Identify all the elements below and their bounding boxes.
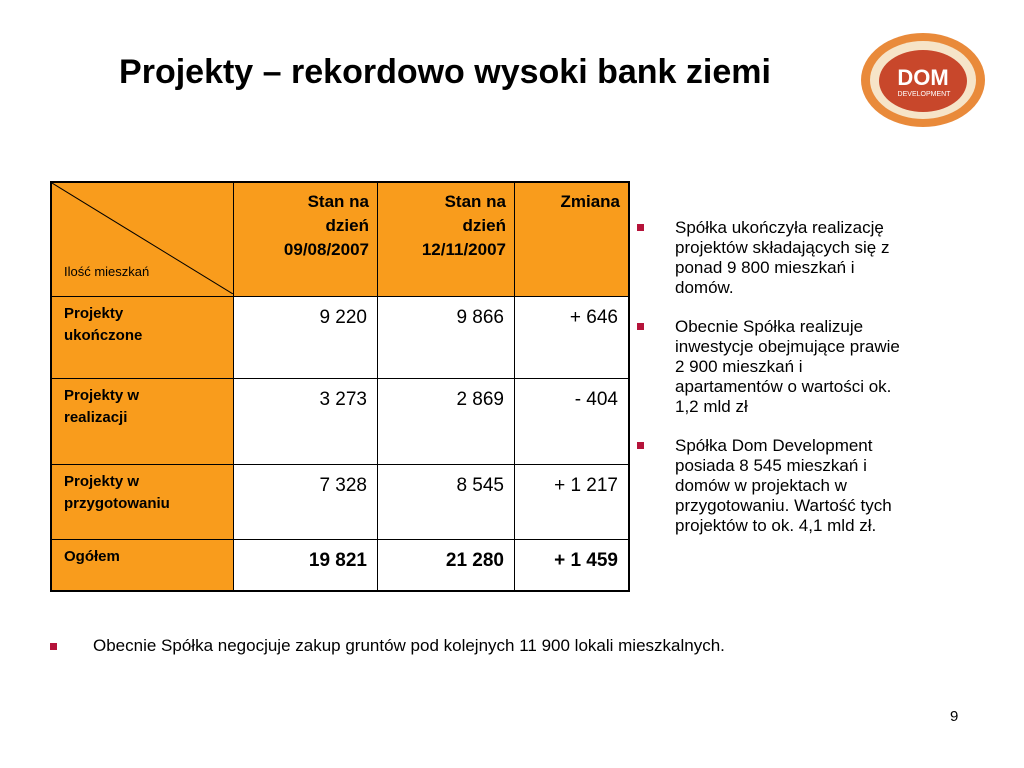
corner-label: Ilość mieszkań — [64, 264, 150, 279]
total-value: 21 280 — [378, 539, 515, 591]
change-cell: - 404 — [515, 378, 630, 464]
table-row — [51, 464, 629, 539]
bullet-square-icon — [637, 323, 644, 330]
corner-cell — [51, 182, 234, 296]
page-number: 9 — [950, 708, 959, 725]
row-label: Projekty w przygotowaniu — [51, 464, 234, 539]
bullet-item: Spółka Dom Development posiada 8 545 mieszkań i domów w projektach w przygotowaniu. Wartość tych projektów to ok. 4,1 mld zł. — [637, 436, 982, 536]
dom-development-logo — [858, 30, 988, 130]
bullet-list — [637, 218, 982, 555]
value-cell: 8 545 — [378, 464, 515, 539]
row-label: Projekty w realizacji — [51, 378, 234, 464]
value-cell: 2 869 — [378, 378, 515, 464]
total-label: Ogółem — [51, 539, 234, 591]
change-cell: + 1 217 — [515, 464, 630, 539]
value-cell: 7 328 — [234, 464, 378, 539]
apartments-table — [50, 181, 630, 592]
header-date-2: Stan na dzień 12/11/2007 — [378, 182, 515, 296]
bullet-square-icon — [637, 224, 644, 231]
total-change: + 1 459 — [515, 539, 630, 591]
bullet-square-icon — [637, 442, 644, 449]
change-cell: + 646 — [515, 296, 630, 378]
logo-text: DOM — [897, 65, 949, 90]
value-cell: 3 273 — [234, 378, 378, 464]
bottom-bullet-text: Obecnie Spółka negocjuje zakup gruntów pod kolejnych 11 900 lokali mieszkalnych. — [93, 636, 725, 655]
logo-subtext: DEVELOPMENT — [897, 91, 951, 98]
total-row — [51, 539, 629, 591]
bullet-square-icon — [50, 643, 57, 650]
bullet-item: Spółka ukończyła realizację projektów składających się z ponad 9 800 mieszkań i domów. — [637, 218, 982, 298]
bottom-bullet — [50, 635, 725, 657]
row-label: Projekty ukończone — [51, 296, 234, 378]
header-change: Zmiana — [515, 182, 630, 296]
slide-title: Projekty – rekordowo wysoki bank ziemi — [119, 53, 771, 91]
value-cell: 9 220 — [234, 296, 378, 378]
value-cell: 9 866 — [378, 296, 515, 378]
total-value: 19 821 — [234, 539, 378, 591]
table-row — [51, 378, 629, 464]
bullet-item: Obecnie Spółka realizuje inwestycje obejmujące prawie 2 900 mieszkań i apartamentów o wartości ok. 1,2 mld zł — [637, 317, 982, 417]
header-date-1: Stan na dzień 09/08/2007 — [234, 182, 378, 296]
table-row — [51, 296, 629, 378]
